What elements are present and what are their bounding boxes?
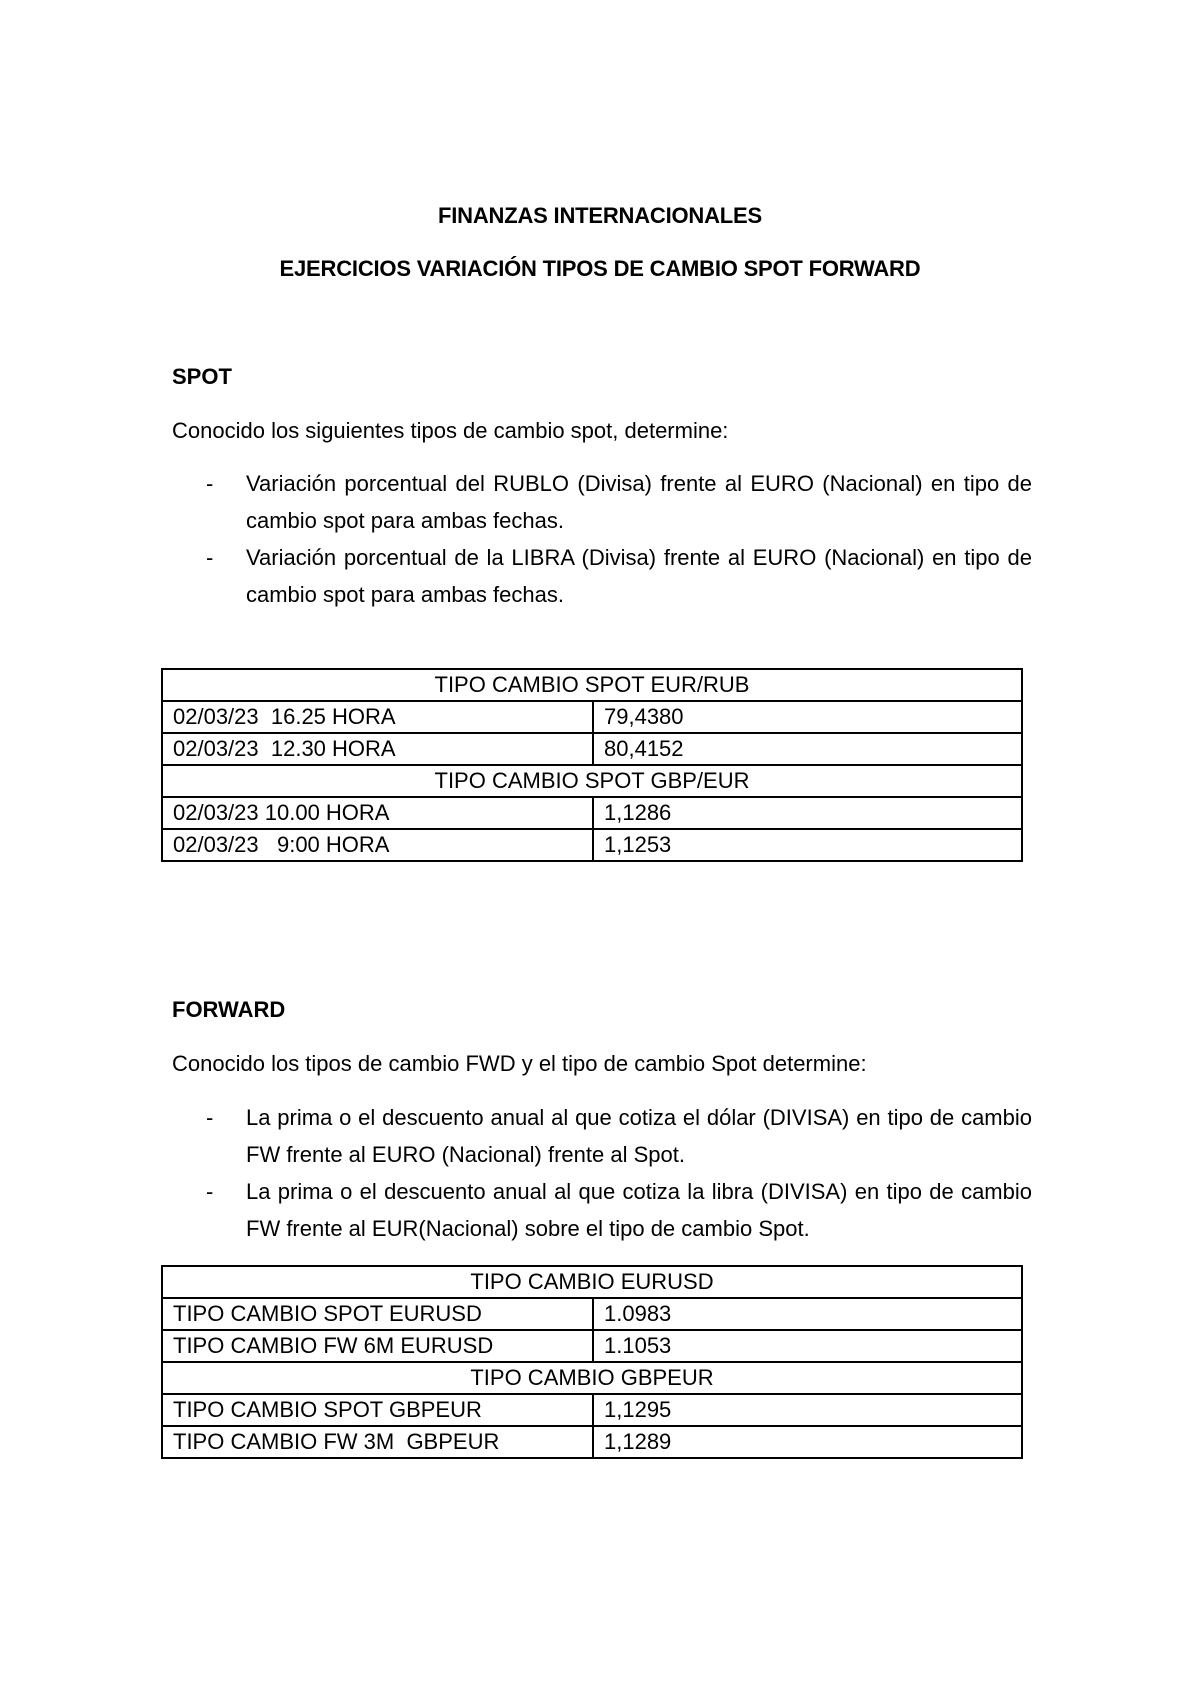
table-caption: TIPO CAMBIO GBPEUR [162,1362,1022,1394]
forward-rates-table [161,1265,1023,1459]
table-row [162,1394,1022,1426]
table-cell-value: 1,1253 [593,829,1022,861]
table-row [162,1298,1022,1330]
table-cell-label: TIPO CAMBIO SPOT EURUSD [162,1298,593,1330]
table-cell-value: 1,1286 [593,797,1022,829]
table-cell-value: 79,4380 [593,701,1022,733]
table-cell-value: 1.0983 [593,1298,1022,1330]
dash-bullet-icon: - [206,1179,214,1204]
table-caption: TIPO CAMBIO SPOT GBP/EUR [162,765,1022,797]
dash-bullet-icon: - [206,1105,214,1130]
table-row [162,733,1022,765]
table-row [162,1330,1022,1362]
table-cell-value: 1.1053 [593,1330,1022,1362]
table-cell-label: 02/03/23 16.25 HORA [162,701,593,733]
table-row [162,701,1022,733]
table-cell-value: 1,1289 [593,1426,1022,1458]
table-cell-value: 80,4152 [593,733,1022,765]
spot-bullet-text: Variación porcentual de la LIBRA (Divisa) frente al EURO (Nacional) en tipo de cambio spot para ambas fechas. [246,545,1032,607]
dash-bullet-icon: - [206,471,214,496]
forward-bullet-list [172,1099,1032,1247]
table-cell-label: TIPO CAMBIO FW 6M EURUSD [162,1330,593,1362]
table-cell-label: 02/03/23 12.30 HORA [162,733,593,765]
table-caption: TIPO CAMBIO SPOT EUR/RUB [162,669,1022,701]
forward-heading: FORWARD [172,997,286,1022]
table-cell-label: TIPO CAMBIO SPOT GBPEUR [162,1394,593,1426]
forward-bullet-text: La prima o el descuento anual al que cotiza la libra (DIVISA) en tipo de cambio FW frente al EUR(Nacional) sobre el tipo de cambio Spot. [246,1179,1032,1241]
list-item [172,1173,1032,1247]
dash-bullet-icon: - [206,545,214,570]
table-row [162,797,1022,829]
table-caption-row [162,1362,1022,1394]
table-caption-row [162,669,1022,701]
list-item [172,539,1032,613]
table-cell-label: TIPO CAMBIO FW 3M GBPEUR [162,1426,593,1458]
table-caption-row [162,1266,1022,1298]
document-subtitle: EJERCICIOS VARIACIÓN TIPOS DE CAMBIO SPOT FORWARD [279,256,921,281]
table-caption: TIPO CAMBIO EURUSD [162,1266,1022,1298]
forward-bullet-text: La prima o el descuento anual al que cotiza el dólar (DIVISA) en tipo de cambio FW frente al EURO (Nacional) frente al Spot. [246,1105,1032,1167]
spot-bullet-text: Variación porcentual del RUBLO (Divisa) frente al EURO (Nacional) en tipo de cambio spot para ambas fechas. [246,471,1032,533]
document-title: FINANZAS INTERNACIONALES [438,203,762,228]
spot-bullet-list [172,465,1032,613]
list-item [172,465,1032,539]
table-row [162,1426,1022,1458]
spot-heading: SPOT [172,364,232,389]
spot-intro: Conocido los siguientes tipos de cambio spot, determine: [172,418,729,443]
table-cell-value: 1,1295 [593,1394,1022,1426]
table-row [162,829,1022,861]
table-cell-label: 02/03/23 9:00 HORA [162,829,593,861]
table-cell-label: 02/03/23 10.00 HORA [162,797,593,829]
forward-intro: Conocido los tipos de cambio FWD y el tipo de cambio Spot determine: [172,1051,867,1076]
table-caption-row [162,765,1022,797]
spot-rates-table [161,668,1023,862]
list-item [172,1099,1032,1173]
